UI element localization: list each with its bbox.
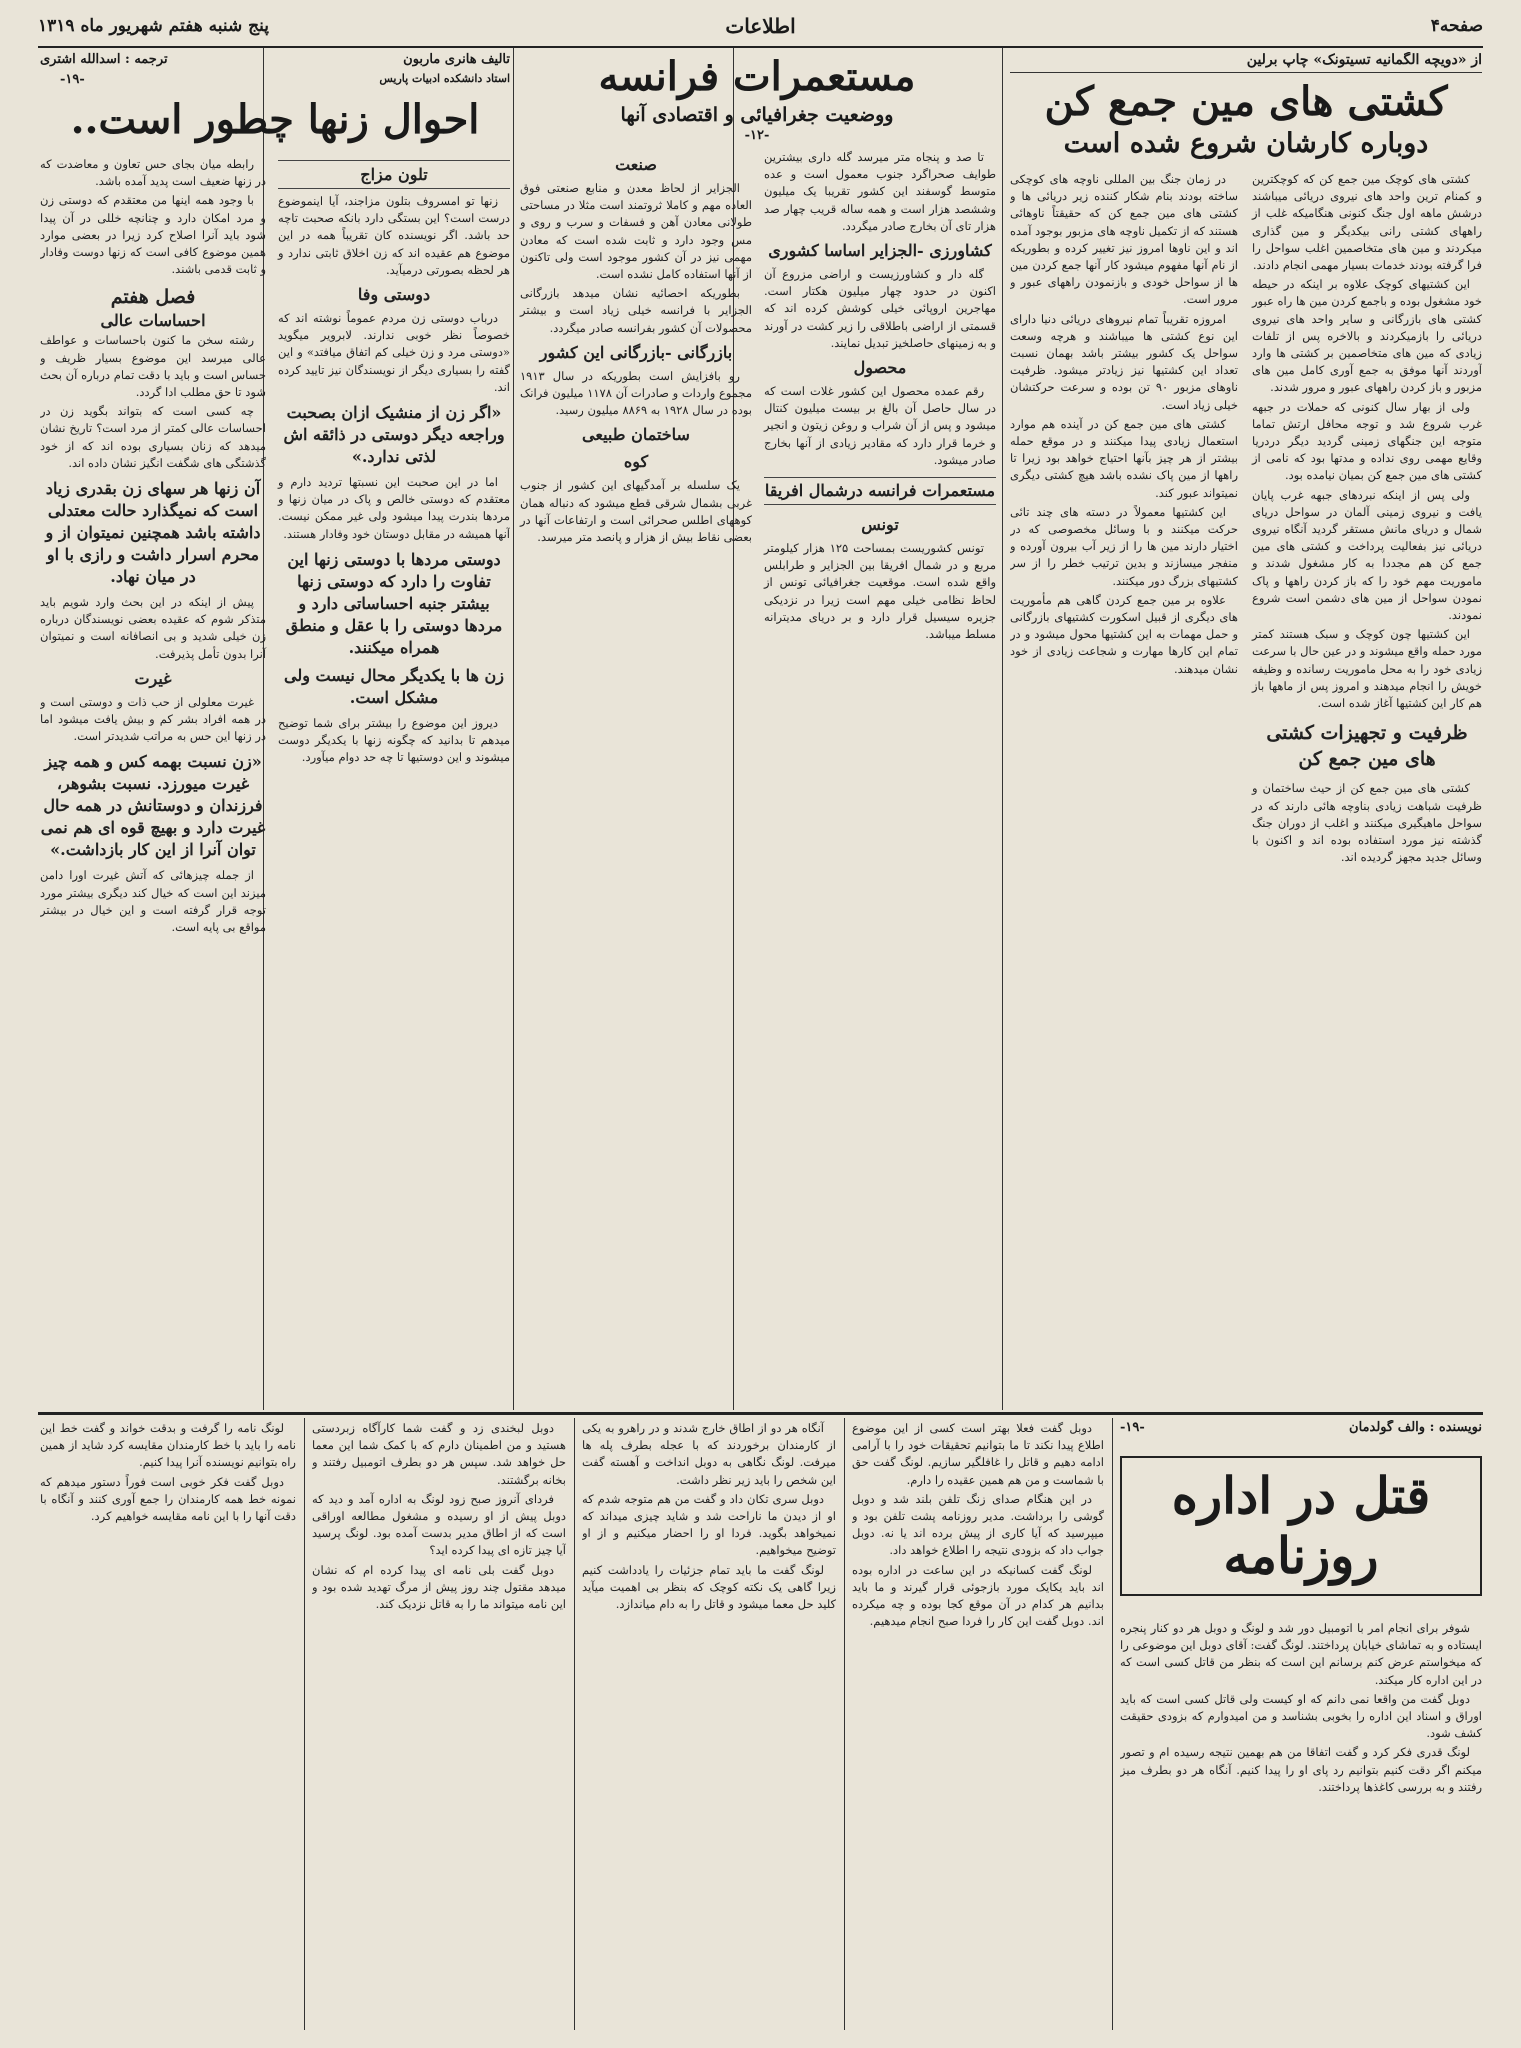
paragraph: درباب دوستی زن مردم عموماً نوشته اند که خصوصاً نظر خوبی ندارند. لابرویر میگوید «دوستی مرد و زن خیلی کم اتفاق میافتد» و این گفته را بسیاری دیگر از نویسندگان نیز تایید کرده اند. bbox=[278, 311, 510, 394]
paragraph: علاوه بر مین جمع کردن گاهی هم مأموریت های دیگری از قبیل اسکورت کشتیهای بازرگانی و حمل مهمات به این کشتیها محول میشود و در تمام این کارها مهارت و شجاعت زیادی از خود نشان میدهند. bbox=[1010, 592, 1238, 676]
text-column bbox=[520, 149, 752, 645]
paragraph: در این هنگام صدای زنگ تلفن بلند شد و دوبل گوشی را برداشت. مدیر روزنامه پشت تلفن بود و میپرسید که آیا کاری از پیش برده اند یا نه. دوبل جواب داد که بزودی نتیجه را اطلاع خواهد داد. bbox=[852, 1491, 1104, 1558]
text-column bbox=[40, 156, 266, 938]
section-heading: غیرت bbox=[134, 668, 172, 688]
section-heading: کشاورزی -الجزایر اساسا کشوری bbox=[768, 241, 992, 261]
paragraph: دوبل سری تکان داد و گفت من هم متوجه شدم که او از دیدن ما ناراحت شد و شاید چیزی میداند که نمیخواهد بگوید. فردا او را احضار میکنیم و از او توضیح میخواهیم. bbox=[582, 1491, 836, 1558]
bold-passage: دوستی مردها با دوستی زنها این تفاوت را دارد که دوستی زنها بیشتر جنبه احساساتی دارد و مردها دوستی را با عقل و منطق همراه میکنند. bbox=[285, 549, 503, 657]
bold-passage: «زن نسبت بهمه کس و همه چیز غیرت میورزد. نسبت بشوهر، فرزندان و دوستانش در همه حال غیرت دارد و بهیچ قوه ای هم نمی توان آنرا از این کار بازداشت.» bbox=[40, 752, 266, 860]
page-number: صفحه۴ bbox=[1430, 16, 1483, 36]
section-heading: صنعت bbox=[615, 155, 657, 174]
paragraph: چه کسی است که بتواند بگوید زن در احساسات عالی کمتر از مرد است؟ تاریخ نشان میدهد که زنان بسیاری بوده اند که از خود گذشتگی های شگفت انگیز نشان داده اند. bbox=[40, 404, 266, 470]
installment-number: -۱۲- bbox=[744, 128, 770, 143]
bold-passage: زن ها با یکدیگر محال نیست ولی مشکل است. bbox=[284, 665, 504, 707]
section-heading: تونس bbox=[861, 515, 899, 535]
paragraph: یک سلسله بر آمدگیهای این کشور از جنوب غربی بشمال شرقی قطع میشود که دنباله همان کوههای اطلس صحرائی است و ارتفاعات آنها در بعضی نقاط بیش از هزار و پانصد متر میرسد. bbox=[520, 478, 752, 545]
article-source-tag: از «دویچه الگمانیه تسیتونک» چاپ برلین bbox=[1246, 52, 1482, 68]
paragraph: آنگاه هر دو از اطاق خارج شدند و در راهرو به یکی از کارمندان برخوردند که با عجله بطرف پله ها میرفت. لونگ نگاهی به دوبل انداخت و آهسته گفت این شخص را باید زیر نظر داشت. bbox=[582, 1421, 836, 1487]
author-affiliation: استاد دانشکده ادبیات پاریس bbox=[379, 72, 510, 85]
paragraph: با وجود همه اینها من معتقدم که دوستی زن و مرد امکان دارد و چنانچه خللی در آن پیدا شود باید آنرا اصلاح کرد زیرا در بعضی موارد همین موضوع کافی است که زنها دوست وفادار و ثابت قدمی باشند. bbox=[40, 193, 266, 277]
section-heading: مستعمرات فرانسه درشمال افریقا bbox=[764, 477, 996, 505]
paragraph: بطوریکه احصائیه نشان میدهد بازرگانی الجزایر با فرانسه خیلی زیاد است و بیشتر محصولات آن کشور بفرانسه صادر میگردد. bbox=[520, 286, 752, 335]
masthead bbox=[38, 12, 1483, 42]
column-rule bbox=[1002, 48, 1003, 1410]
paragraph: رو بافزایش است بطوریکه در سال ۱۹۱۳ مجموع واردات و صادرات آن ۱۱۷۸ میلیون فرانک بوده در سال ۱۹۲۸ به ۸۸۶۹ میلیون رسید. bbox=[520, 368, 752, 418]
paragraph: این کشتیهای کوچک علاوه بر اینکه در حیطه خود مشغول بوده و باجمع کردن مین ها راه عبور کشتی های بازرگانی و سایر واحد های نیروی دریائی را بازمیکردند و بالاخره پس از تلفات زیادی که مین های متخاصمین بر کشتی ها وارد آوردند آنها موفق به جمع آوری کامل مین های مزبور و باز کردن راههای عبور و مرور شدند. bbox=[1252, 277, 1482, 395]
bold-passage: آن زنها هر سهای زن بقدری زیاد است که نمیگذارد حالت معتدلی داشته باشد همچنین نمیتوان از و محرم اسرار داشت و رازی با او در میان نهاد. bbox=[45, 479, 261, 587]
paragraph: تونس کشوریست بمساحت ۱۲۵ هزار کیلومتر مربع و در شمال افریقا بین الجزایر و طرابلس واقع شده است. موقعیت جغرافیائی تونس از لحاظ نظامی خیلی مهم است زیرا در نزدیکی جزیره سیسیل قرار دارد و بر دریای مدیترانه مسلط میباشد. bbox=[764, 541, 996, 642]
masthead-rule bbox=[38, 46, 1483, 48]
text-column bbox=[764, 149, 996, 645]
paragraph: الجزایر از لحاظ معدن و منابع صنعتی فوق العاده مهم و کاملا ثروتمند است مثلا در مساحتی طولانی معادن آهن و فسفات و سرب و روی و مس وجود دارد و ثابت شده است که معادن مهمی نیز در آن کشور موجود است ولی تاکنون از آنها استفاده کامل نشده است. bbox=[520, 181, 752, 282]
section-heading: احساسات عالی bbox=[100, 311, 206, 331]
paragraph: رشته سخن ما کنون باحساسات و عواطف عالی میرسد این موضوع بسیار ظریف و حساس است و باید با دقت تمام درباره آن بحث شود تا حق مطلب ادا گردد. bbox=[40, 333, 266, 400]
column-rule bbox=[1112, 1418, 1113, 2030]
paragraph: دیروز این موضوع را بیشتر برای شما توضیح میدهم تا بدانید که چگونه زنها با یکدیگر دوست میشوند و این دوستیها تا چه حد دوام میآورد. bbox=[278, 715, 510, 765]
article-french-colonies bbox=[518, 52, 996, 1407]
section-heading: دوستی وفا bbox=[357, 285, 431, 305]
paragraph: از جمله چیزهائی که آتش غیرت اورا دامن میزند این است که خیال کند دیگری بیشتر مورد توجه قرار گرفته است و این خیال در بیشتر مواقع بی پایه است. bbox=[40, 868, 266, 935]
paragraph: دوبل گفت بلی نامه ای پیدا کرده ام که نشان میدهد مقتول چند روز پیش از مرگ تهدید شده بود و این نامه میتواند ما را به قاتل نزدیک کند. bbox=[312, 1562, 566, 1612]
article-title: کشتی های مین جمع کن bbox=[1044, 78, 1448, 125]
paragraph: ولی از بهار سال کنونی که حملات در جبهه غرب شروع شد و توجه محافل ارتش تماما متوجه این جنگهای زمینی گردید دیگر دردریا وقایع مهمی روی نداده و مدتها بود که نامی از کشتی های مین جمع کن بمیان نیامده بود. bbox=[1252, 399, 1482, 483]
paper-name: اطلاعات bbox=[725, 14, 796, 38]
paragraph: شوفر برای انجام امر با اتومبیل دور شد و لونگ و دوبل هر دو کنار پنجره ایستاده و به تماشای خیابان پرداختند. لونگ گفت: آقای دوبل این موضوعی را که میخواستم عرض کنم برسانم این است که بنظر من قاتل کسی است که در این اداره کار میکند. bbox=[1120, 1621, 1482, 1687]
story-author: نویسنده : والف گولدمان bbox=[1349, 1420, 1482, 1435]
paragraph: دوبل لبخندی زد و گفت شما کارآگاه زبردستی هستید و من اطمینان دارم که با کمک شما این معما حل خواهد شد. سپس هر دو بطرف اتومبیل رفتند و بخانه برگشتند. bbox=[312, 1421, 566, 1487]
paragraph: در زمان جنگ بین المللی ناوچه های کوچکی ساخته بودند بنام شکار کننده زیر دریائی ها و کشتی های مین جمع کن که حقیقتاً ناوهائی هستند که از تکمیل ناوچه های مزبور بوجود آمده اند و این ناوها امروز نیز تغییر کرده و بطوریکه از نام آنها مفهوم میشود کار آنها جمع کردن مین ها از سواحل خودی و بازنمودن راههای عبور و مرور است. bbox=[1010, 172, 1238, 307]
story-text bbox=[40, 1420, 296, 2026]
section-heading: فصل هفتم bbox=[110, 286, 196, 309]
paragraph: غیرت معلولی از حب ذات و دوستی است و در همه افراد بشر کم و بیش یافت میشود اما در زنها این حس به مراتب شدیدتر است. bbox=[40, 694, 266, 744]
paragraph: کشتی های مین جمع کن از حیث ساختمان و ظرفیت شباهت زیادی بناوچه هائی دارند که در سواحل ماهیگیری میکنند و اغلب از دوران جنگ گذشته نیز مورد استفاده بوده اند و اکنون با وسائل جدید مجهز گردیده اند. bbox=[1252, 781, 1482, 865]
pull-quote: «اگر زن از منشیک ازان بصحبت وراجعه دیگر دوستی در ذائقه اش لذتی ندارد.» bbox=[283, 403, 505, 467]
text-column bbox=[278, 156, 510, 938]
paragraph: لونگ گفت ما باید تمام جزئیات را یادداشت کنیم زیرا گاهی یک نکته کوچک که بنظر بی اهمیت میآید کلید حل معما میشود و قاتل را به دام میاندازد. bbox=[582, 1562, 836, 1612]
column-rule bbox=[513, 48, 514, 1410]
story-text bbox=[852, 1420, 1104, 2026]
column-rule bbox=[304, 1418, 305, 2030]
text-column bbox=[1010, 171, 1238, 868]
paragraph: لونگ قدری فکر کرد و گفت اتفاقا من هم بهمین نتیجه رسیده ام و تصور میکنم اگر دقت کنیم بتوانیم رد پای او را پیدا کنیم. آنگاه هر دو بطرف میز رفتند و به بررسی کاغذها پرداختند. bbox=[1120, 1745, 1482, 1794]
section-heading: تلون مزاج bbox=[278, 160, 510, 189]
article-title: احوال زنها چطور است.. bbox=[70, 96, 480, 143]
paragraph: رقم عمده محصول این کشور غلات است که در سال حاصل آن بالغ بر بیست میلیون کنتال میشود و پس از آن شراب و روغن زیتون و انجیر و خرما قرار دارد که مقادیر زیادی از آنها بخارج صادر میشود. bbox=[764, 384, 996, 467]
article-minesweepers bbox=[1010, 52, 1482, 1407]
paragraph: دوبل گفت من واقعا نمی دانم که او کیست ولی قاتل کسی است که باید اوراق و اسناد این اداره را بخوبی بشناسد و من امیدوارم که بزودی حقیقت کشف شود. bbox=[1120, 1691, 1482, 1741]
paragraph: دوبل گفت فعلا بهتر است کسی از این موضوع اطلاع پیدا نکند تا ما بتوانیم تحقیقات خود را با آرامی ادامه دهیم و قاتل را غافلگیر سازیم. لونگ گفت حق با شماست و من هم همین عقیده را دارم. bbox=[852, 1421, 1104, 1487]
section-heading: بازرگانی -بازرگانی این کشور bbox=[539, 342, 733, 362]
story-header bbox=[1120, 1420, 1482, 1615]
article-women bbox=[40, 52, 510, 1407]
paragraph: کشتی های مین جمع کن در آینده هم موارد استعمال زیادی پیدا میکنند و در موقع حمله بیشتر از هر چیز بآنها احتیاج خواهد بود زیرا تا راهها از مین پاک نشده باشد هیچ کشتی دیگری نمیتواند عبور کند. bbox=[1010, 416, 1238, 500]
paragraph: تا صد و پنجاه متر میرسد گله داری بیشترین طوایف صحراگرد جنوب معمول است و عده متوسط گوسفند این کشور تقریبا یک میلیون وششصد هزار است و همه ساله قریب چهار صد هزار تای آن بخارج صادر میگردد. bbox=[764, 150, 996, 233]
story-text bbox=[582, 1420, 836, 2026]
paragraph: لونگ گفت کسانیکه در این ساعت در اداره بوده اند باید یکایک مورد بازجوئی قرار گیرند و ما باید بدانیم هر کدام در آن موقع کجا بوده و چه میکرده اند. دوبل گفت این کار را فردا صبح انجام میدهیم. bbox=[852, 1562, 1104, 1629]
installment-number: -۱۹- bbox=[1120, 1420, 1145, 1435]
paragraph: ولی پس از اینکه نبردهای جبهه غرب پایان یافت و نیروی زمینی آلمان در سواحل دریای شمال و دریای مانش مستقر گردید آنگاه نیروی دریائی نیز بفعالیت پرداخت و کشتی های مین جمع کن هم مجددا به کار مشغول شدند و ماموریت مهم خود را که باز کردن راهها و پاک نمودن سواحل از مین های دشمن است شروع نمودند. bbox=[1252, 487, 1482, 623]
section-heading: محصول bbox=[853, 358, 907, 378]
section-heading: ساختمان طبیعی bbox=[582, 425, 690, 445]
translator-line: ترجمه : اسدالله اشتری bbox=[40, 52, 168, 67]
paragraph: پیش از اینکه در این بحث وارد شویم باید متذکر شوم که عقیده بعضی نویسندگان درباره زن خیلی شدید و بی انصافانه است و نمیتوان آنرا بدون تأمل پذیرفت. bbox=[40, 595, 266, 661]
paragraph: زنها تو امسروف بتلون مزاجند، آیا اینموضوع درست است؟ این بستگی دارد بانکه صحبت تاچه حد باشد. اگر نویسنده کان تقریباً همه در این موضوع هم عقیده اند که زن اخلاق ثابتی ندارد و هر لحظه بصورتی درمیآید. bbox=[278, 194, 510, 277]
text-column bbox=[1252, 171, 1482, 868]
author-line: تالیف هانری ماربون bbox=[403, 52, 510, 67]
column-rule bbox=[574, 1418, 575, 2030]
article-title: مستعمرات فرانسه bbox=[598, 53, 916, 100]
section-heading: ظرفیت و تجهیزات کشتی های مین جمع کن bbox=[1266, 722, 1468, 771]
paragraph: گله دار و کشاورزیست و اراضی مزروع آن اکنون در حدود چهار میلیون هکتار است. مهاجرین اروپائی خیلی کوشش کرده اند که قسمتی از اراضی باطلاقی را زیر کشت در آورند و به زمینهای حاصلخیز تبدیل نمایند. bbox=[764, 267, 996, 350]
paragraph: این کشتیها معمولاً در دسته های چند تائی حرکت میکنند و با وسائل مخصوصی که در اختیار دارند مین ها را از زیر آب بیرون آورده و منفجر میسازند و بدین ترتیب خطر را از سر کشتیهای بزرگ دور میکنند. bbox=[1010, 504, 1238, 588]
article-subtitle: دوباره کارشان شروع شده است bbox=[1063, 128, 1429, 159]
paragraph: اما در این صحبت این نسبتها ترديد دارم و معتقدم که دوستی خالص و پاک در میان زنها و مردها بندرت پیدا میشود ولی غیر ممکن نیست. آنها همیشه در مقابل دوستان خود وفادار هستند. bbox=[278, 475, 510, 541]
section-divider bbox=[38, 1412, 1483, 1415]
paragraph: دوبل گفت فکر خوبی است فوراً دستور میدهم که نمونه خط همه کارمندان را جمع آوری کنند و آنگاه با دقت آنها را با این نامه مقایسه خواهیم کرد. bbox=[40, 1474, 296, 1524]
paragraph: کشتی های کوچک مین جمع کن که کوچکترین و کمنام ترین واحد های نیروی دریائی میباشند درشش ماهه اول جنگ کنونی هنگامیکه غلب از راههای کشتی رانی بیکدیگر و مین گذاری میکردند و مین های متخاصمین اغلب سواحل را فرا گرفته بودند خدمات بسیار مهمی انجام دادند. bbox=[1252, 172, 1482, 273]
paragraph: فردای آنروز صبح زود لونگ به اداره آمد و دید که دوبل پیش از او رسیده و مشغول مطالعه اوراقی است که از اطاق مدیر بدست آمده بود. لونگ پرسید آیا چیز تازه ای پیدا کرده اید؟ bbox=[312, 1491, 566, 1558]
section-heading: کوه bbox=[623, 452, 649, 472]
paragraph: رابطه میان بجای حس تعاون و معاضدت که در زنها ضعیف است پدید آمده باشد. bbox=[40, 157, 266, 189]
article-subtitle: ووضعیت جغرافیائی و اقتصادی آنها bbox=[620, 104, 894, 126]
column-rule bbox=[844, 1418, 845, 2030]
paragraph: امروزه تقریباً تمام نیروهای دریائی دنیا دارای این نوع کشتی ها میباشند و هرچه وسعت سواحل یک کشور بیشتر باشد بهمان نسبت تعداد این کشتیها نیز زیادتر میشود. ظرفیت ناوهای مزبور ۹۰ تن بوده و سرعت حرکتشان خیلی زیاد است. bbox=[1010, 311, 1238, 412]
paragraph: لونگ نامه را گرفت و بدقت خواند و گفت خط این نامه را باید با خط کارمندان مقایسه کرد شاید از همین راه بتوانیم نویسنده آنرا پیدا کنیم. bbox=[40, 1421, 296, 1470]
story-title: قتل در اداره روزنامه bbox=[1120, 1456, 1482, 1596]
issue-date: پنج شنبه هفتم شهریور ماه ۱۳۱۹ bbox=[38, 16, 269, 36]
paragraph: این کشتیها چون کوچک و سبک هستند کمتر مورد حمله واقع میشوند و در عین حال با سرعت زیادی خود را به محل ماموریت رسانده و وظیفه خویش را انجام میدهند و امروز پس از ماهها باز هم کار این کشتیها آغاز شده است. bbox=[1252, 627, 1482, 711]
installment-number: -۱۹- bbox=[60, 72, 85, 87]
story-text bbox=[312, 1420, 566, 2026]
story-text bbox=[1120, 1620, 1482, 2025]
